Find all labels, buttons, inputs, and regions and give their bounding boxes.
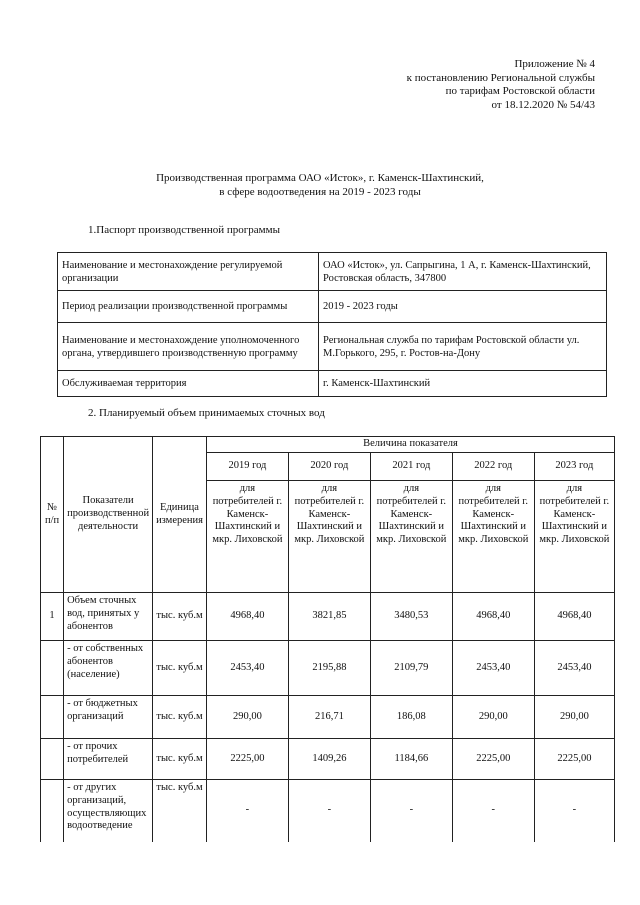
title-line: Производственная программа ОАО «Исток», г. Каменск-Шахтинский, (156, 172, 484, 184)
table-row (41, 593, 615, 641)
row-value: 2109,79 (370, 641, 452, 696)
table-row (41, 780, 615, 842)
row-indicator: - от прочих потребителей (64, 739, 153, 780)
passport-table (57, 252, 607, 397)
row-value: - (452, 780, 534, 842)
row-value: 1184,66 (370, 739, 452, 780)
row-value: - (370, 780, 452, 842)
passport-label: Наименование и местонахождение регулируемой организации (58, 253, 319, 291)
row-value: - (206, 780, 288, 842)
appendix-line: к постановлению Региональной службы (406, 71, 595, 84)
row-value: - (288, 780, 370, 842)
row-value: 290,00 (206, 696, 288, 739)
section-1-heading: 1.Паспорт производственной программы (88, 224, 280, 236)
row-indicator: - от других организаций, осуществляющих водоотведение (64, 780, 153, 842)
header-num: № п/п (41, 437, 64, 593)
table-row (58, 253, 607, 291)
table-row (58, 371, 607, 397)
header-indicator: Показатели производственной деятельности (64, 437, 153, 593)
table-row (41, 641, 615, 696)
row-indicator: - от бюджетных организаций (64, 696, 153, 739)
header-year: 2019 год (206, 453, 288, 481)
section-2-heading: 2. Планируемый объем принимаемых сточных вод (88, 407, 325, 419)
appendix-header (407, 58, 595, 112)
table-row (41, 739, 615, 780)
row-value: 3821,85 (288, 593, 370, 641)
row-indicator (64, 593, 153, 641)
row-value: 2225,00 (534, 739, 614, 780)
row-unit: тыс. куб.м (153, 641, 207, 696)
row-unit: тыс. куб.м (153, 696, 207, 739)
header-consumer: для потребителей г. Каменск-Шахтинский и мкр. Лиховской (288, 481, 370, 593)
header-year: 2022 год (452, 453, 534, 481)
appendix-line: от 18.12.2020 № 54/43 (491, 98, 595, 111)
appendix-line: Приложение № 4 (514, 58, 595, 70)
passport-label: Период реализации производственной программы (58, 291, 319, 323)
row-num: 1 (41, 593, 64, 641)
header-year: 2023 год (534, 453, 614, 481)
row-value: 216,71 (288, 696, 370, 739)
header-consumer: для потребителей г. Каменск-Шахтинский и мкр. Лиховской (370, 481, 452, 593)
header-year: 2021 год (370, 453, 452, 481)
row-value: 4968,40 (452, 593, 534, 641)
row-value: 1409,26 (288, 739, 370, 780)
row-value: 2195,88 (288, 641, 370, 696)
passport-label: Наименование и местонахождение уполномоченного органа, утвердившего производственную программу (58, 323, 319, 371)
header-consumer: для потребителей г. Каменск-Шахтинский и мкр. Лиховской (452, 481, 534, 593)
row-num (41, 641, 64, 696)
header-consumer: для потребителей г. Каменск-Шахтинский и мкр. Лиховской (534, 481, 614, 593)
row-value: 2225,00 (206, 739, 288, 780)
row-value: 290,00 (452, 696, 534, 739)
row-value: 2453,40 (206, 641, 288, 696)
appendix-line: по тарифам Ростовской области (445, 85, 595, 97)
row-value: 186,08 (370, 696, 452, 739)
row-value: 3480,53 (370, 593, 452, 641)
header-unit: Единица измерения (153, 437, 207, 593)
passport-label: Обслуживаемая территория (58, 371, 319, 397)
row-num (41, 780, 64, 842)
header-year: 2020 год (288, 453, 370, 481)
row-unit: тыс. куб.м (153, 739, 207, 780)
row-indicator: - от собственных абонентов (население) (64, 641, 153, 696)
row-num (41, 739, 64, 780)
header-group: Величина показателя (206, 437, 614, 453)
row-value: - (534, 780, 614, 842)
passport-value: г. Каменск-Шахтинский (319, 371, 607, 397)
row-value: 2225,00 (452, 739, 534, 780)
document-title (0, 172, 640, 199)
row-value: 4968,40 (534, 593, 614, 641)
volume-table (40, 436, 615, 842)
row-num (41, 696, 64, 739)
table-row (58, 323, 607, 371)
row-value: 4968,40 (206, 593, 288, 641)
row-unit: тыс. куб.м (153, 593, 207, 641)
table-row (58, 291, 607, 323)
title-line: в сфере водоотведения на 2019 - 2023 годы (219, 185, 421, 198)
row-value: 2453,40 (534, 641, 614, 696)
row-value: 2453,40 (452, 641, 534, 696)
row-indicator-text: Объем сточных вод, принятых у абонентов (67, 595, 140, 632)
table-row (41, 696, 615, 739)
header-consumer: для потребителей г. Каменск-Шахтинский и мкр. Лиховской (206, 481, 288, 593)
passport-value: 2019 - 2023 годы (319, 291, 607, 323)
row-value: 290,00 (534, 696, 614, 739)
row-unit: тыс. куб.м (153, 780, 207, 842)
passport-value: ОАО «Исток», ул. Сапрыгина, 1 А, г. Каменск-Шахтинский, Ростовская область, 347800 (319, 253, 607, 291)
passport-value: Региональная служба по тарифам Ростовской области ул. М.Горького, 295, г. Ростов-на-Дону (319, 323, 607, 371)
table-header-row (41, 437, 615, 453)
